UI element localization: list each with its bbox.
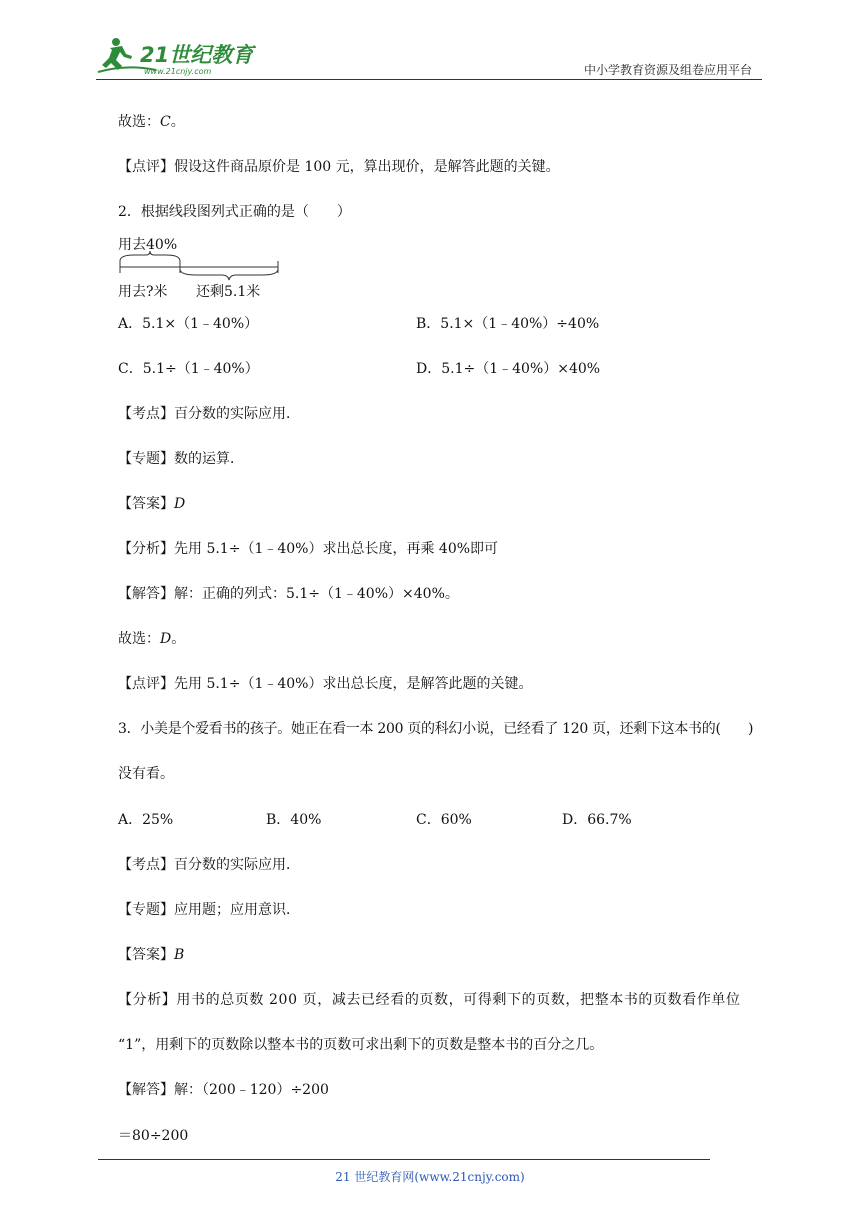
q2-fenxi: 【分析】先用 5.1÷（1﹣40%）求出总长度，再乘 40%即可 (118, 541, 499, 557)
q2-answer (118, 495, 185, 513)
q3-stem-line1: 3．小美是个爱看书的孩子。她正在看一本 200 页的科幻小说，已经看了 120 页，还剩下这本书的( ) (118, 721, 754, 737)
footer-rule (98, 1159, 710, 1160)
q3-option-a: A．25% (118, 812, 174, 828)
q3-option-c: C．60% (416, 812, 472, 828)
choice-letter: C (160, 114, 171, 130)
q3-answer (118, 946, 184, 964)
q3-fenxi-line2: “1”，用剩下的页数除以整本书的页数可求出剩下的页数是整本书的百分之几。 (118, 1037, 604, 1053)
diagram-top-label: 用去40% (118, 237, 178, 253)
line-segment-diagram (116, 232, 296, 304)
q3-option-b: B．40% (266, 812, 322, 828)
q3-zhuanti: 【专题】应用题；应用意识． (118, 902, 300, 918)
answer-letter: D (174, 496, 186, 512)
q2-option-a: A．5.1×（1﹣40%） (118, 316, 259, 332)
q3-jieda-line1: 【解答】解：（200﹣120）÷200 (118, 1082, 329, 1098)
choice-suffix: 。 (171, 631, 186, 647)
q2-option-d: D．5.1÷（1﹣40%）×40% (416, 361, 601, 377)
choice-prefix: 故选： (118, 114, 160, 130)
q2-choice (118, 630, 185, 648)
q2-jieda: 【解答】解：正确的列式：5.1÷（1﹣40%）×40%。 (118, 586, 459, 602)
header-platform-text: 中小学教育资源及组卷应用平台 (583, 63, 752, 77)
q3-jieda-line2: ＝80÷200 (118, 1128, 189, 1144)
diagram-bottom-left: 用去?米 (118, 284, 168, 300)
q2-option-c: C．5.1÷（1﹣40%） (118, 361, 259, 377)
bottom-brace (180, 269, 278, 280)
q1-choice (118, 113, 185, 131)
answer-prefix: 【答案】 (118, 947, 174, 963)
q2-stem: 2．根据线段图列式正确的是（ ） (118, 204, 351, 220)
q3-kaodian: 【考点】百分数的实际应用． (118, 857, 300, 873)
logo-url: www.21cnjy.com (144, 67, 212, 76)
q3-stem-line2: 没有看。 (118, 766, 174, 782)
q2-option-b: B．5.1×（1﹣40%）÷40% (416, 316, 600, 332)
q1-comment: 【点评】假设这件商品原价是 100 元，算出现价，是解答此题的关键。 (118, 159, 560, 175)
footer-link[interactable]: 21 世纪教育网(www.21cnjy.com) (335, 1170, 525, 1184)
logo-text: 21世纪教育 (140, 43, 254, 67)
answer-letter: B (174, 947, 185, 963)
choice-letter: D (160, 631, 172, 647)
choice-suffix: 。 (170, 114, 185, 130)
q3-option-d: D．66.7% (562, 812, 632, 828)
answer-prefix: 【答案】 (118, 496, 174, 512)
q2-zhuanti: 【专题】数的运算． (118, 451, 244, 467)
header-rule (96, 79, 762, 80)
q3-fenxi-line1: 【分析】用书的总页数 200 页，减去已经看的页数，可得剩下的页数，把整本书的页数看作单位 (118, 992, 741, 1008)
q2-kaodian: 【考点】百分数的实际应用． (118, 406, 300, 422)
site-logo (96, 34, 256, 78)
q2-dianping: 【点评】先用 5.1÷（1﹣40%）求出总长度，是解答此题的关键。 (118, 676, 533, 692)
diagram-bottom-right: 还剩5.1米 (196, 284, 261, 300)
choice-prefix: 故选： (118, 631, 160, 647)
